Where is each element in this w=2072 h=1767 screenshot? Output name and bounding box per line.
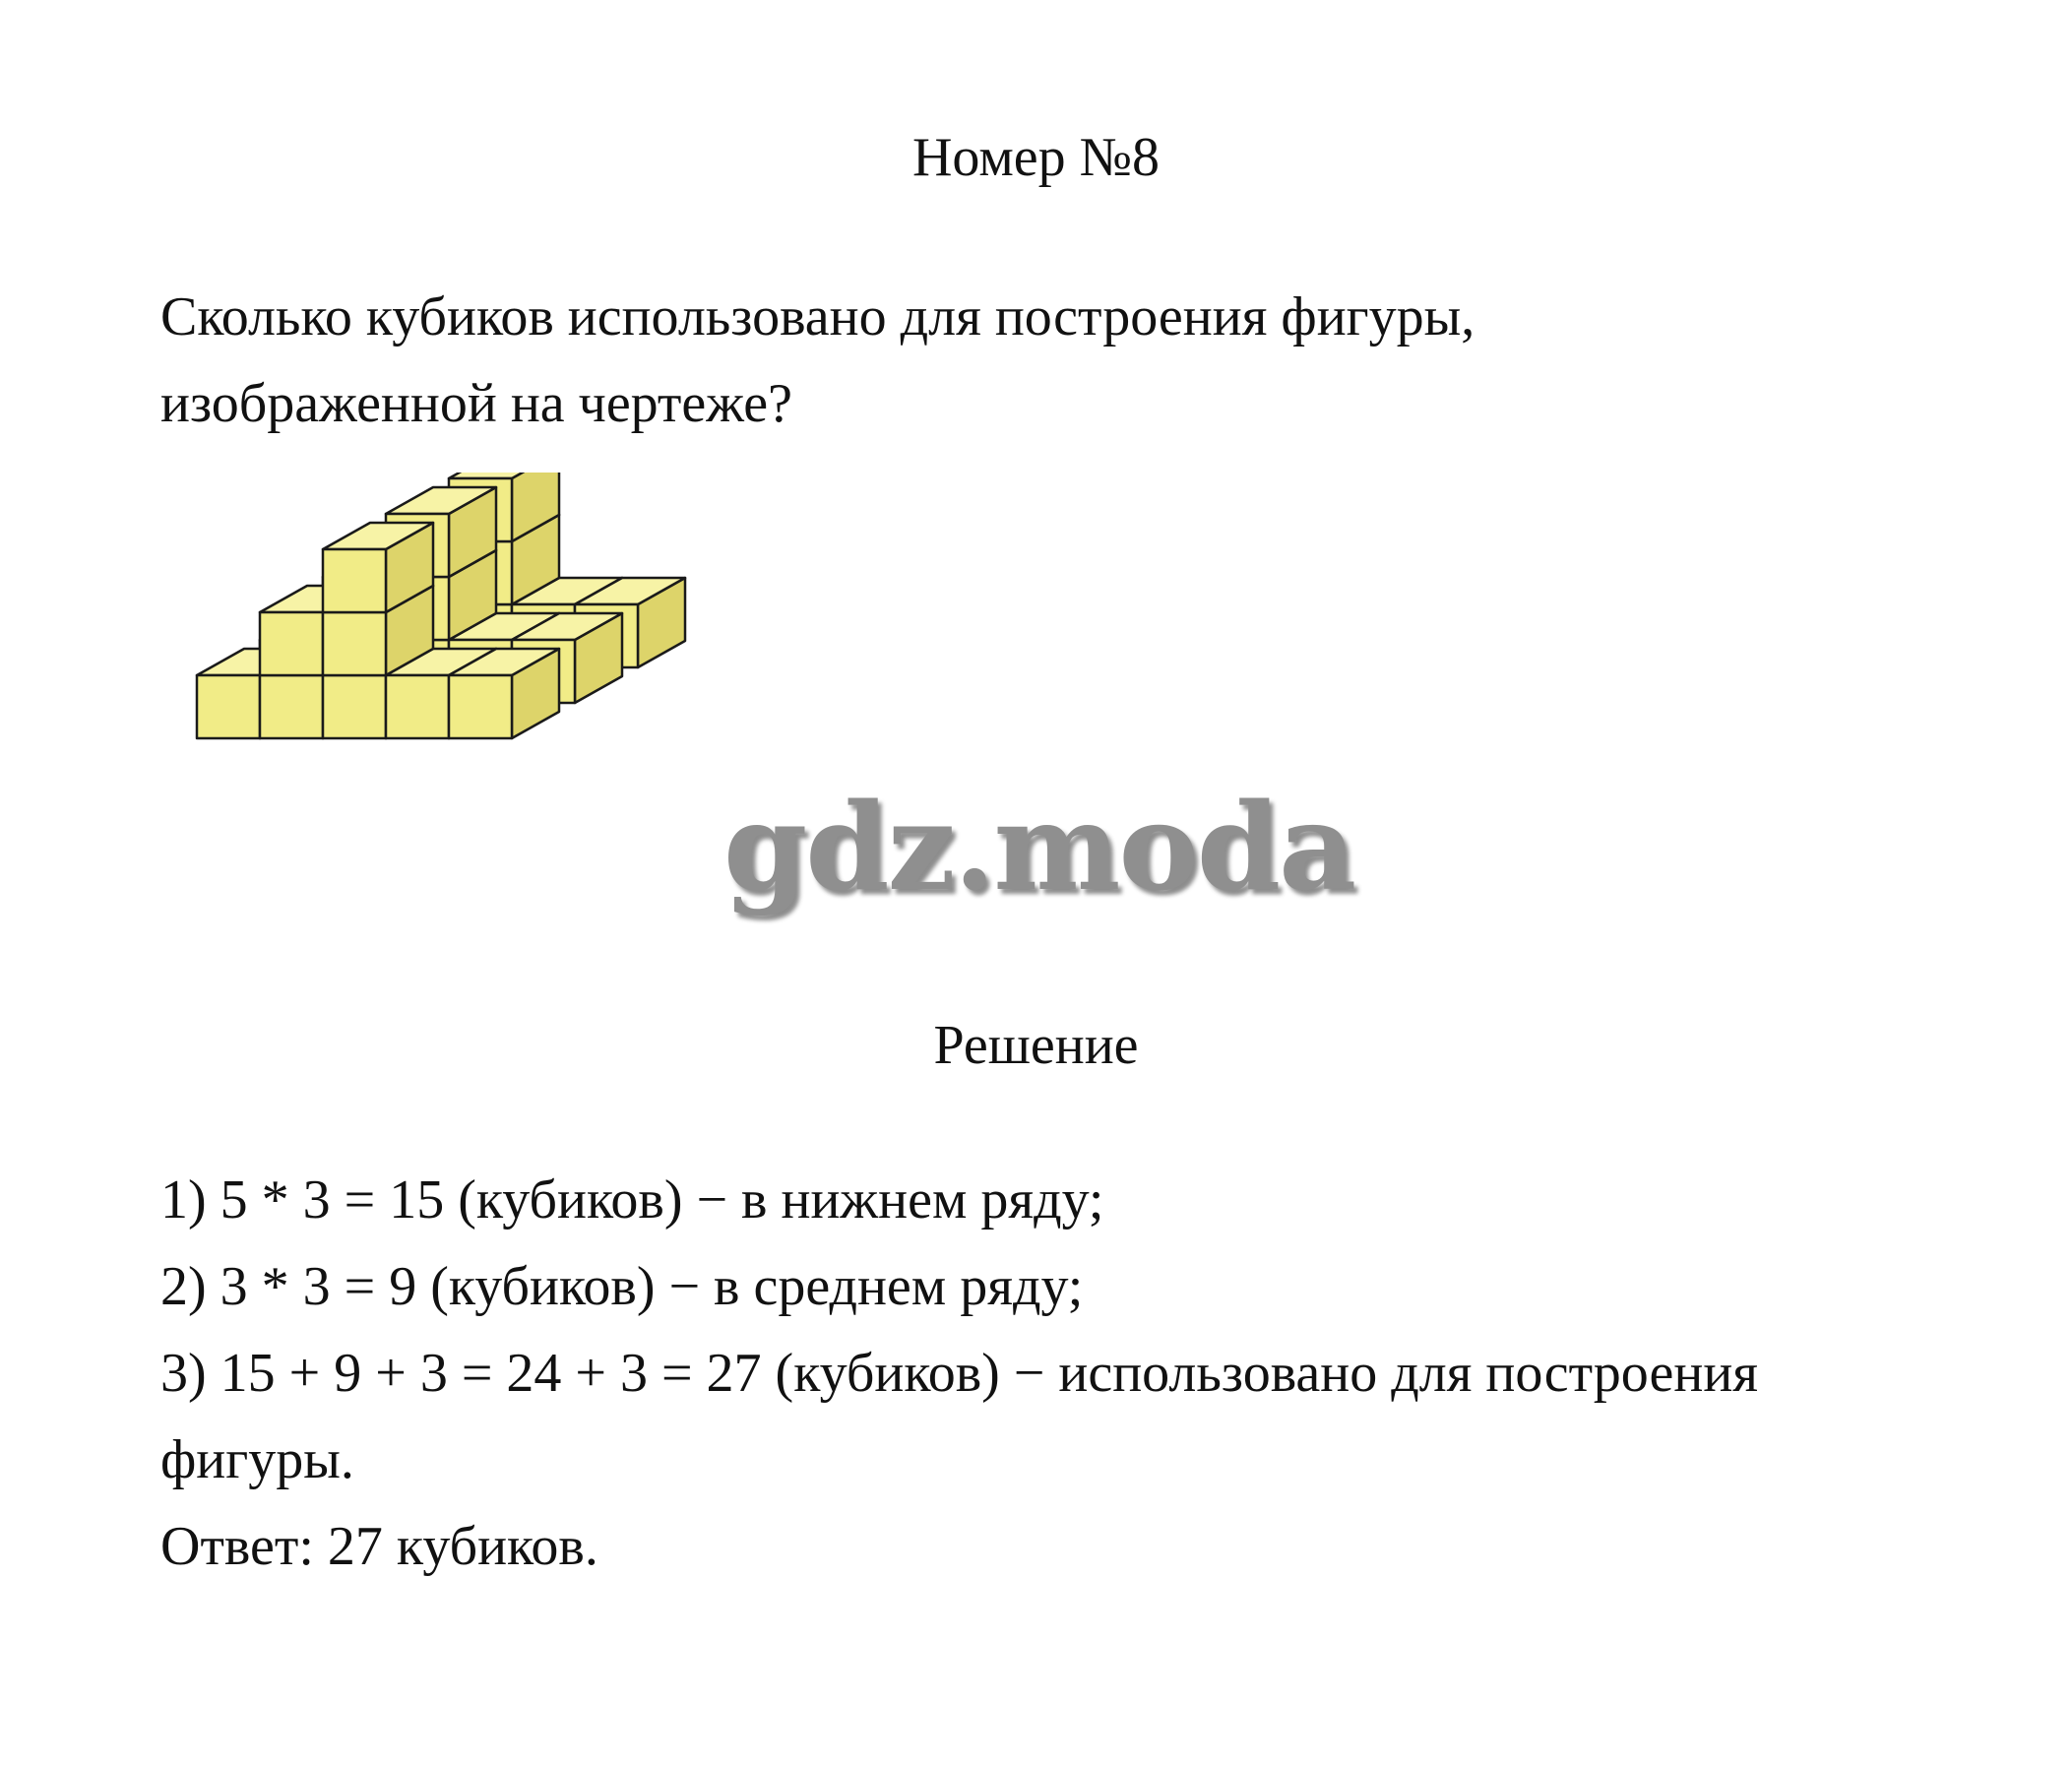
cube-staircase-figure xyxy=(187,473,738,906)
cube-front-face xyxy=(386,675,449,738)
solution-line-1: 1) 5 * 3 = 15 (кубиков) − в нижнем ряду; xyxy=(160,1169,1104,1231)
watermark-logo: gdz.moda xyxy=(723,776,1355,917)
solution-line-2: 2) 3 * 3 = 9 (кубиков) − в среднем ряду; xyxy=(160,1256,1084,1317)
answer-line: Ответ: 27 кубиков. xyxy=(160,1516,598,1577)
solution-text xyxy=(160,1157,2011,1590)
cube-front-face xyxy=(449,675,512,738)
problem-text xyxy=(160,274,1952,447)
cube-front-face xyxy=(260,675,323,738)
problem-line-1: Сколько кубиков использовано для построения фигуры, xyxy=(160,286,1476,347)
solution-line-3: 3) 15 + 9 + 3 = 24 + 3 = 27 (кубиков) − использовано для построения xyxy=(160,1343,1759,1404)
cube-front-face xyxy=(323,549,386,612)
cube-front-face xyxy=(197,675,260,738)
cube-front-face xyxy=(323,675,386,738)
problem-line-2: изображенной на чертеже? xyxy=(160,373,792,434)
page-title: Номер №8 xyxy=(911,127,1161,188)
solution-title: Решение xyxy=(933,1015,1139,1076)
cube-group xyxy=(197,473,685,738)
cube-front-face xyxy=(323,612,386,675)
cube-front-face xyxy=(260,612,323,675)
solution-line-4: фигуры. xyxy=(160,1429,354,1490)
